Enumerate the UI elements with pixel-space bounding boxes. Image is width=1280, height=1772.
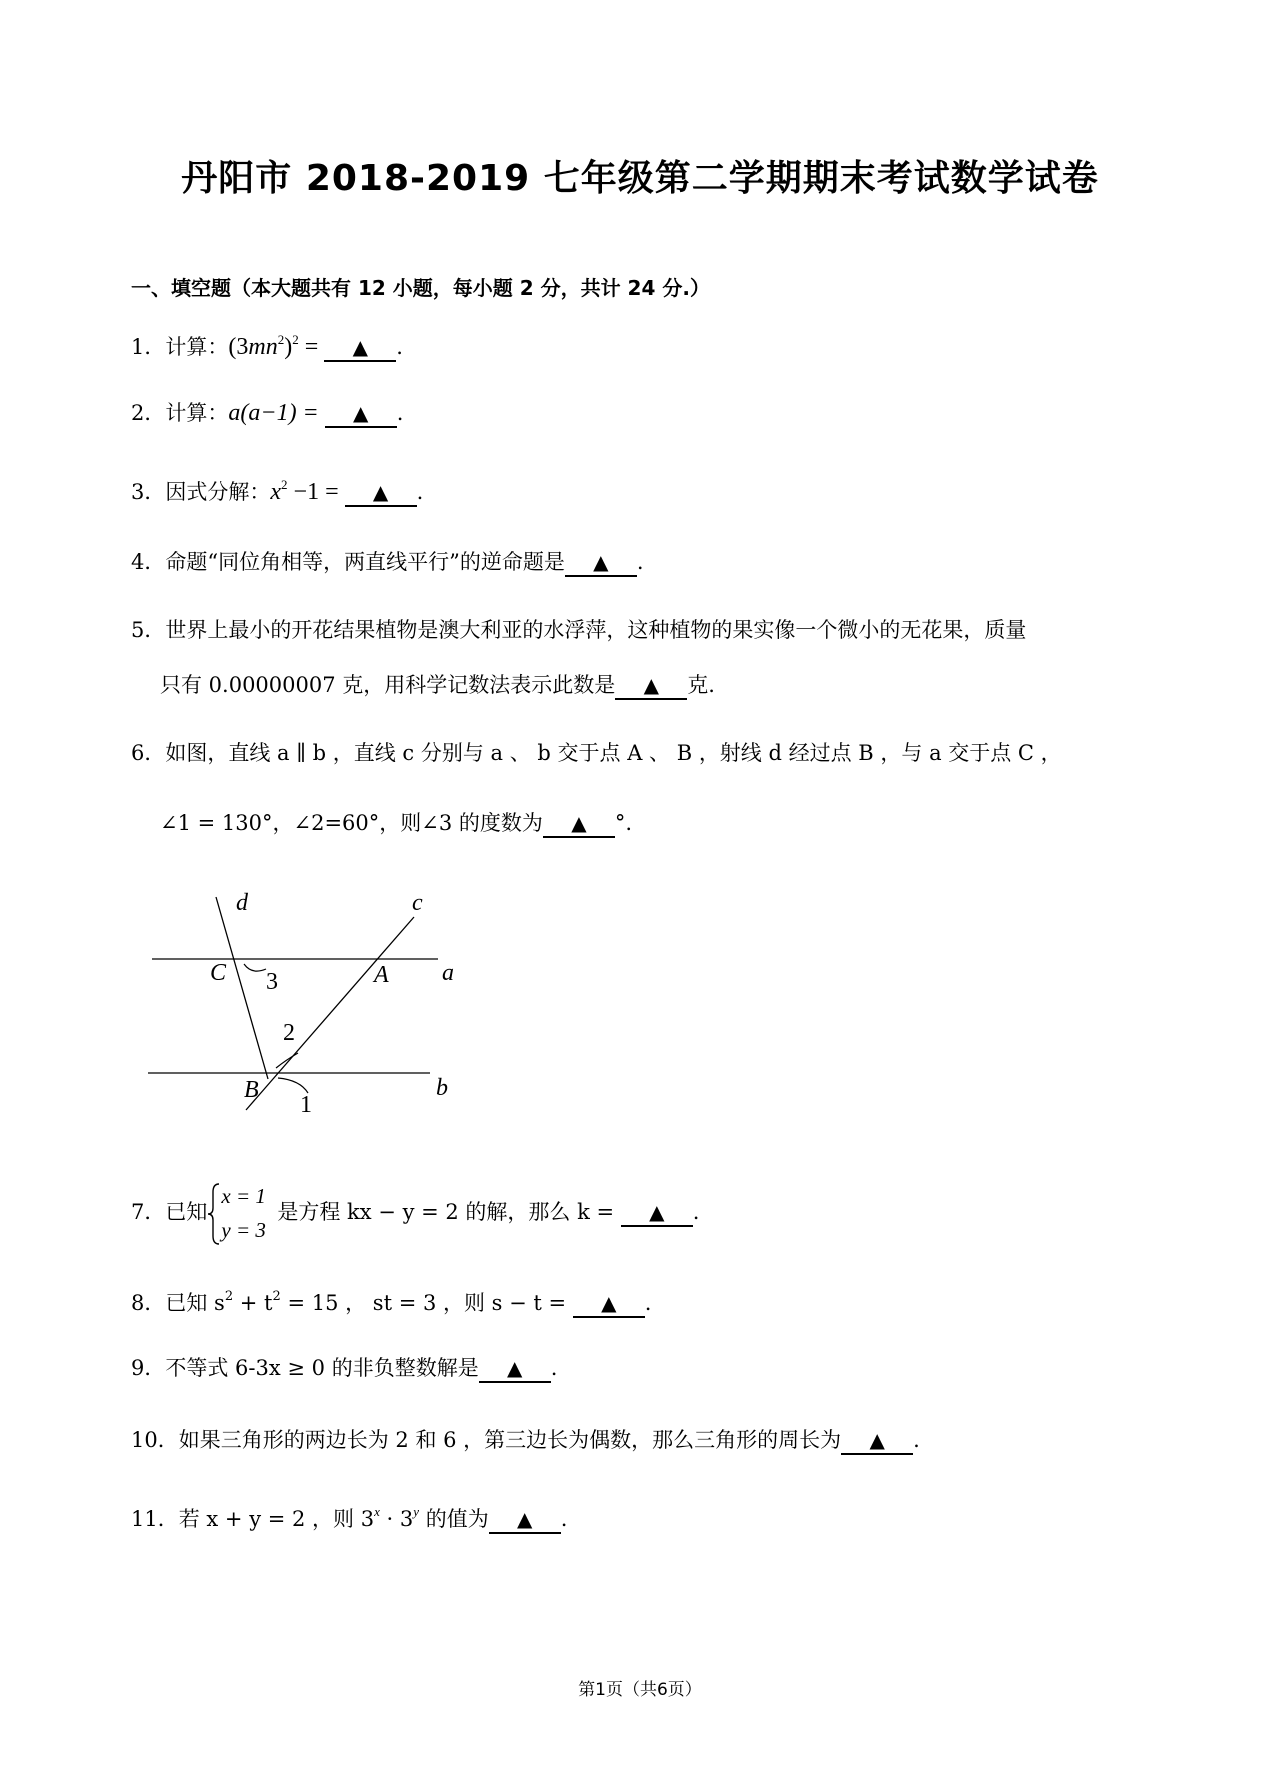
label-2: 2 (283, 1020, 295, 1046)
angle-arc-1 (278, 1078, 308, 1093)
question-text: 已知 $s^2 + t^2 = 15$ ， st = 3 ，则 s − t = (165, 1289, 573, 1315)
question-10: 10．如果三角形的两边长为 2 和 6 ，第三边长为偶数，那么三角形的周长为 ▲ . (131, 1425, 920, 1455)
equation-row-1: x = 1 (221, 1183, 266, 1208)
question-number: 1． (131, 335, 166, 359)
answer-blank[interactable]: ▲ (325, 400, 397, 428)
answer-blank[interactable]: ▲ (345, 479, 417, 507)
question-text: 不等式 6-3x ≥ 0 的非负整数解是 (165, 1356, 479, 1380)
answer-blank[interactable]: ▲ (324, 334, 396, 362)
question-1: 1．计算：$(3mn^2)^2$ = ▲ . (131, 332, 403, 360)
label-A: A (374, 962, 389, 988)
question-prefix: 计算： (165, 401, 229, 425)
page-footer: 第1页（共6页） (578, 1680, 702, 1700)
question-5-line2: 只有 0.00000007 克，用科学记数法表示此数是 ▲ 克. (160, 670, 715, 700)
question-text-line1: 如图，直线 a ∥ b ，直线 c 分别与 a 、 b 交于点 A 、 B ，射线 d 经过点 B ，与 a 交于点 C ， (165, 741, 1062, 765)
question-5 (131, 615, 1026, 645)
question-number: 11． (131, 1507, 179, 1531)
question-text-line2: ∠1 = 130°，∠2=60°，则∠3 的度数为 (160, 811, 543, 835)
label-3: 3 (266, 969, 278, 995)
expression: $(3mn^2)^2$ = (228, 332, 325, 360)
question-6 (131, 738, 1062, 768)
question-4: 4．命题“同位角相等，两直线平行”的逆命题是 ▲ . (131, 547, 644, 577)
label-d: d (236, 890, 248, 916)
label-b: b (436, 1075, 448, 1101)
page-title: 丹阳市 2018-2019 七年级第二学期期末考试数学试卷 (181, 158, 1099, 199)
label-c: c (412, 890, 423, 916)
question-7: 7．已知 x = 1 y = 3 是方程 kx − y = 2 的解，那么 k = ▲ . (131, 1180, 699, 1246)
question-text: 如果三角形的两边长为 2 和 6 ，第三边长为偶数，那么三角形的周长为 (178, 1428, 842, 1452)
question-number: 5． (131, 618, 166, 642)
question-text: 是方程 kx − y = 2 的解，那么 k = (277, 1200, 621, 1224)
question-text-line2: 只有 0.00000007 克，用科学记数法表示此数是 (160, 673, 616, 697)
question-text: 若 x + y = 2 ，则 $3^x \cdot 3^y$ 的值为 (178, 1504, 489, 1531)
label-B: B (244, 1077, 259, 1103)
angle-arc-3 (244, 964, 266, 971)
answer-blank[interactable]: ▲ (841, 1427, 913, 1455)
label-C: C (210, 960, 227, 986)
question-number: 7． (131, 1200, 166, 1224)
question-6-line2: ∠1 = 130°，∠2=60°，则∠3 的度数为 ▲ °. (160, 808, 632, 838)
question-number: 8． (131, 1291, 166, 1315)
equation-row-2: y = 3 (221, 1217, 266, 1242)
line-c (246, 917, 414, 1110)
answer-blank[interactable]: ▲ (621, 1199, 693, 1227)
question-3: 3．因式分解：$x^2 -1$ = ▲ . (131, 477, 424, 505)
expression: a(a−1) = (228, 400, 325, 426)
angle-arc-2 (276, 1053, 298, 1068)
question-text: 命题“同位角相等，两直线平行”的逆命题是 (165, 550, 565, 574)
question-number: 3． (131, 480, 166, 504)
equation-system (207, 1182, 277, 1246)
answer-blank[interactable]: ▲ (573, 1290, 645, 1318)
question-text-line1: 世界上最小的开花结果植物是澳大利亚的水浮萍，这种植物的果实像一个微小的无花果，质量 (165, 618, 1027, 642)
geometry-figure (140, 880, 480, 1120)
expression: $x^2 -1$ = (270, 477, 345, 505)
question-number: 6． (131, 741, 166, 765)
answer-blank[interactable]: ▲ (615, 672, 687, 700)
question-number: 4． (131, 550, 166, 574)
label-1: 1 (300, 1092, 312, 1118)
question-number: 10． (131, 1428, 179, 1452)
answer-blank[interactable]: ▲ (489, 1506, 561, 1534)
answer-blank[interactable]: ▲ (543, 810, 615, 838)
brace-icon (207, 1182, 221, 1246)
question-number: 2． (131, 401, 166, 425)
question-9: 9．不等式 6-3x ≥ 0 的非负整数解是 ▲ . (131, 1353, 557, 1383)
question-number: 9． (131, 1356, 166, 1380)
question-prefix: 因式分解： (165, 480, 271, 504)
section-heading: 一、填空题（本大题共有 12 小题，每小题 2 分，共计 24 分.） (131, 276, 710, 300)
question-2: 2．计算：a(a−1) = ▲ . (131, 400, 404, 426)
question-prefix: 已知 (165, 1200, 208, 1224)
answer-blank[interactable]: ▲ (479, 1355, 551, 1383)
answer-blank[interactable]: ▲ (565, 549, 637, 577)
question-11: 11．若 x + y = 2 ，则 $3^x \cdot 3^y$ 的值为 ▲ . (131, 1497, 567, 1534)
question-8: 8．已知 $s^2 + t^2 = 15$ ， st = 3 ，则 s − t = ▲ . (131, 1282, 651, 1318)
ray-d (216, 897, 268, 1079)
question-prefix: 计算： (165, 335, 229, 359)
label-a: a (442, 960, 454, 986)
